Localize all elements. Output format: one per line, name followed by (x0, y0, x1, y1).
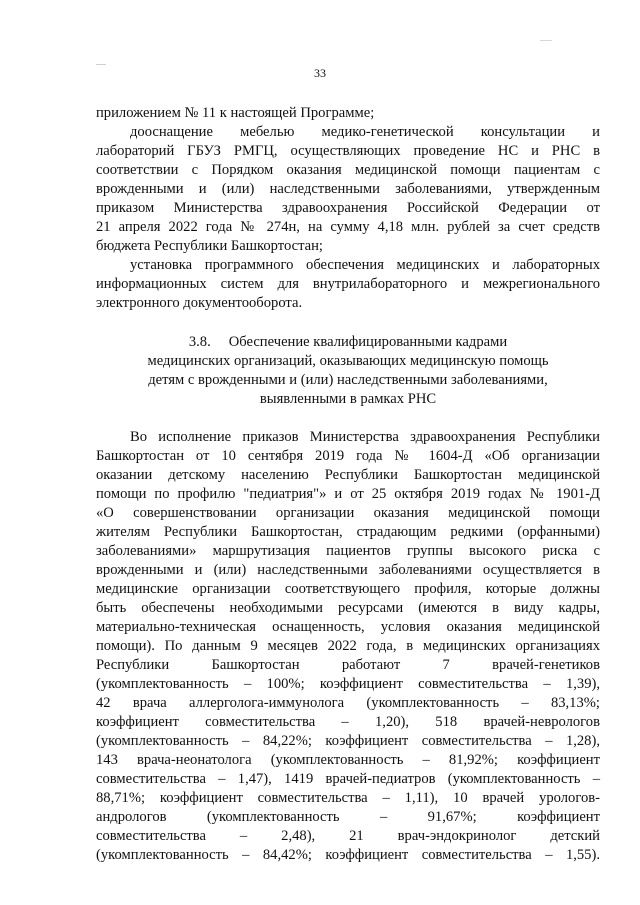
text-line: (укомплектованность – 84,22%; коэффициент совместительства – 1,28), (96, 733, 600, 749)
text-line: Республики Башкортостан работают 7 врачей-генетиков (96, 657, 600, 673)
text-line: жителям Республики Башкортостан, страдающим редкими (орфанными) (96, 524, 600, 540)
text-line: совместительства – 2,48), 21 врач-эндокринолог детский (96, 828, 600, 844)
text-line: помощи). По данным 9 месяцев 2022 года, в медицинских организациях (96, 638, 600, 654)
section-title-line: выявленными в рамках РНС (259, 391, 437, 407)
text-line: андрологов (укомплектованность – 91,67%; коэффициент (96, 809, 600, 825)
text-line: 42 врача аллерголога-иммунолога (укомплектованность – 83,13%; (96, 695, 600, 711)
text-line: электронного документооборота. (96, 295, 303, 311)
text-line: материально-техническая оснащенность, условия оказания медицинской (96, 619, 600, 635)
text-line: врожденными и (или) наследственными заболеваниями осуществляется в (96, 562, 600, 578)
text-line: 88,71%; коэффициент совместительства – 1,11), 10 врачей урологов- (96, 790, 600, 806)
section-number: 3.8. (188, 334, 211, 350)
section-title-line: Обеспечение квалифицированными кадрами (228, 334, 508, 350)
text-line: коэффициент совместительства – 1,20), 518 врачей-неврологов (96, 714, 600, 730)
text-line: 21 апреля 2022 года № 274н, на сумму 4,18 млн. рублей за счет средств (96, 219, 600, 235)
section-heading (96, 333, 600, 352)
text-line: приказом Министерства здравоохранения Российской Федерации от (96, 200, 600, 216)
text-line: совместительства – 1,47), 1419 врачей-педиатров (укомплектованность – (96, 771, 600, 787)
text-line: Башкортостан от 10 сентября 2019 года № 1604-Д «Об организации (96, 448, 600, 464)
text-line: быть обеспечены необходимыми ресурсами (имеются в виду кадры, (96, 600, 600, 616)
section-title-line: медицинских организаций, оказывающих медицинскую помощь (147, 353, 549, 369)
text-line: бюджета Республики Башкортостан; (96, 238, 323, 254)
text-line: информационных систем для внутрилабораторного и межрегионального (96, 276, 600, 292)
text-line: дооснащение мебелью медико-генетической консультации и (130, 124, 600, 140)
section-title-line: детям с врожденными и (или) наследственными заболеваниями, (148, 372, 548, 388)
text-line: помощи по профилю "педиатрия"» и от 25 октября 2019 годах № 1901-Д (96, 486, 600, 502)
text-line: врожденными и (или) наследственными заболеваниями, утвержденным (96, 181, 600, 197)
text-line: установка программного обеспечения медицинских и лабораторных (130, 257, 600, 273)
text-line: приложением № 11 к настоящей Программе; (96, 105, 375, 121)
text-line: (укомплектованность – 84,42%; коэффициент совместительства – 1,55). (96, 847, 600, 863)
text-line: (укомплектованность – 100%; коэффициент совместительства – 1,39), (96, 676, 600, 692)
text-line: 143 врача-неонатолога (укомплектованность – 81,92%; коэффициент (96, 752, 600, 768)
text-line: «О совершенствовании организации оказания медицинской помощи (96, 505, 600, 521)
page-number: 33 (314, 66, 326, 80)
text-line: Во исполнение приказов Министерства здравоохранения Республики (130, 429, 600, 445)
text-line: заболеваниями» маршрутизация пациентов группы высокого риска с (96, 543, 600, 559)
text-line: медицинские организации соответствующего профиля, которые должны (96, 581, 600, 597)
text-line: оказании детскому населению Республики Башкортостан медицинской (96, 467, 600, 483)
scan-artifact-line (96, 64, 106, 65)
text-line: лабораторий ГБУЗ РМГЦ, осуществляющих проведение НС и РНС в (96, 143, 600, 159)
scan-artifact-line (540, 40, 552, 41)
text-line: соответствии с Порядком оказания медицинской помощи пациентам с (96, 162, 600, 178)
